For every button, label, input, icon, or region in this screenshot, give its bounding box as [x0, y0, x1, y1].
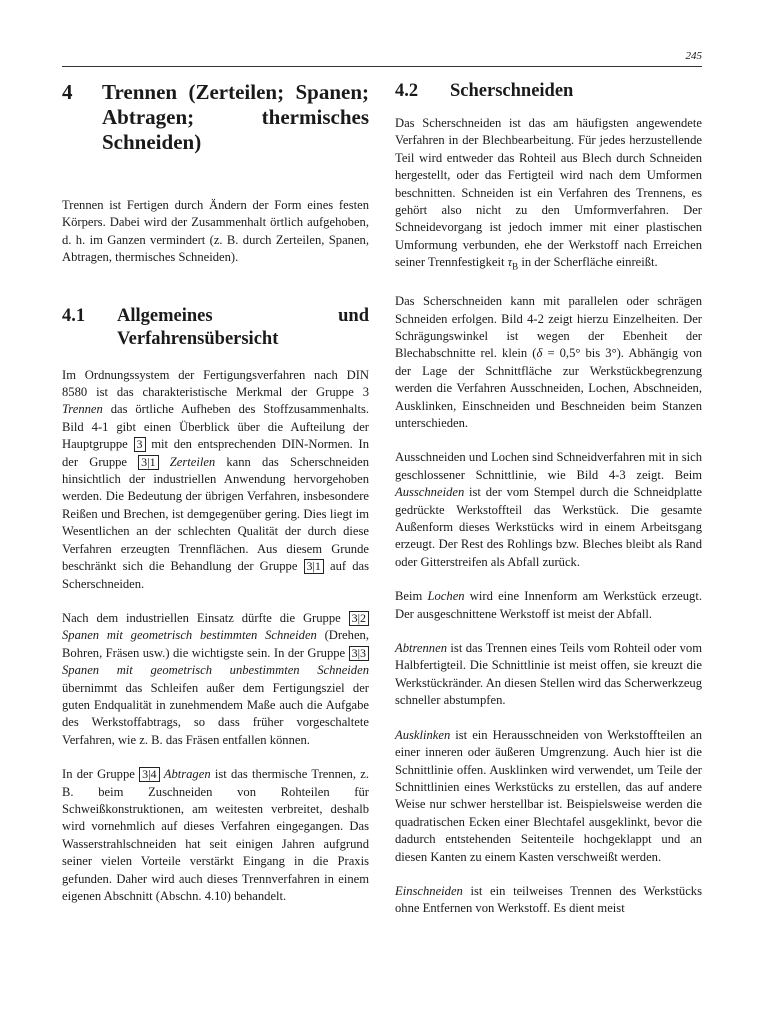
- text-run: mit den entsprechenden DIN-Normen. In der Gruppe: [62, 437, 369, 469]
- emphasis: Spanen mit geometrisch unbestimmten Schneiden: [62, 663, 369, 678]
- section-title: Allgemeines und Verfahrensübersicht: [117, 305, 369, 349]
- emphasis: Zerteilen: [169, 454, 216, 469]
- text-run: das örtliche Aufheben des Stoffzusammenhalts. Bild 4-1 gibt einen Überblick über die Aufteilung der Hauptgruppe: [62, 402, 369, 452]
- paragraph: [395, 883, 702, 918]
- group-code-box: 3|3: [349, 646, 369, 661]
- text-run: Beim: [395, 589, 428, 604]
- group-code-box: 3|1: [304, 559, 324, 574]
- page-number: 245: [685, 50, 702, 62]
- emphasis: Lochen: [427, 589, 465, 604]
- text-run: ist ein Herausschneiden von Werkstoffteilen an einer inneren oder äußeren Umgrenzung. Auch hier ist die Schnittlinie offen. Ausklinken wird verwendet, um Teile der Schnittlinien eines Werkstücks zu erstellen, das auf andere Weise nur schwer herstellbar ist. Beispielsweise werden die quadratischen Ecken einer Blechtafel ausgeklinkt, bevor die dadurch entstehenden Seitenteile hochgeklappt und an diesen Kanten zu einem Kasten verschweißt werden.: [395, 727, 702, 864]
- chapter-intro: Trennen ist Fertigen durch Ändern der Form eines festen Körpers. Dabei wird der Zusammenhalt örtlich aufgehoben, d. h. im Ganzen vermindert (z. B. durch Zerteilen, Spanen, Abtragen, thermisches Schneiden).: [62, 198, 369, 265]
- paragraph: [395, 449, 702, 571]
- text-run: wird eine Innenform am Werkstück erzeugt. Der ausgeschnittene Werkstoff ist meist der Abfall.: [395, 589, 702, 621]
- section-4-2-heading: [395, 80, 702, 103]
- section-number: 4.1: [62, 305, 86, 326]
- group-code-box: 3|1: [138, 455, 158, 470]
- paragraph: [395, 727, 702, 866]
- text-run: In der Gruppe: [62, 767, 140, 782]
- text-run: Ausschneiden und Lochen sind Schneidverfahren mit in sich geschlossener Schnittlinie, wie Bild 4-3 zeigt. Beim: [395, 450, 702, 482]
- chapter-title: Trennen (Zerteilen; Spanen; Abtragen; thermisches Schneiden): [102, 80, 369, 154]
- text-run: (Drehen, Bohren, Fräsen usw.) die wichtigste sein. In der Gruppe: [62, 628, 369, 660]
- emphasis: Ausschneiden: [395, 485, 465, 500]
- paragraph: [62, 367, 369, 593]
- section-4-1-heading: [62, 305, 369, 351]
- paragraph: [395, 293, 702, 432]
- emphasis: Spanen mit geometrisch bestimmten Schneiden: [62, 628, 317, 643]
- right-column: [395, 80, 702, 918]
- text-run: ist ein teilweises Trennen des Werkstücks ohne Entfernen von Werkstoff. Es dient meist: [395, 883, 702, 916]
- paragraph: [62, 610, 369, 749]
- paragraph: [395, 640, 702, 710]
- chapter-heading: [62, 80, 369, 155]
- group-code-box: 3|2: [349, 611, 369, 626]
- section-title: Scherschneiden: [450, 81, 574, 101]
- text-run: kann das Scherschneiden hinsichtlich der industriellen Anwendung hervorgehoben werden. Die Bedeutung der übrigen Verfahren, insbesondere Reißen und Brechen, ist demgegenüber gering. Dies liegt im Wesentlichen an der schlechten Qualität der durch diese Verfahren erzeugten Trennflächen. Aus diesem Grunde beschränkt sich die Behandlung der Gruppe: [62, 454, 369, 574]
- text-run: Nach dem industriellen Einsatz dürfte die Gruppe: [62, 610, 349, 625]
- emphasis: Einschneiden: [395, 883, 463, 898]
- emphasis: Abtragen: [163, 767, 211, 782]
- text-run: auf das Scherschneiden.: [62, 559, 370, 591]
- text-run: Im Ordnungssystem der Fertigungsverfahren nach DIN 8580 ist das charakteristische Merkmal der Gruppe 3: [62, 367, 369, 400]
- header-rule: [62, 66, 702, 67]
- group-code-box: 3: [134, 437, 146, 452]
- emphasis: Ausklinken: [395, 727, 451, 742]
- math-subscript: B: [512, 261, 519, 272]
- chapter-number: 4: [62, 80, 73, 104]
- text-run: ist der vom Stempel durch die Schneidplatte gedrückte Werkstoffteil das Werkstück. Die gesamte Außenform dieses Werkstücks wird in einem Arbeitsgang erzeugt. Der Rest des Rohlings bzw. Bleches bleibt als Rand oder Gitterstreifen als Abfall zurück.: [395, 485, 702, 569]
- text-run: ist das thermische Trennen, z. B. beim Zuschneiden von Rohteilen für Schweißkonstruktionen, am weitesten verbreitet, deshalb wird vornehmlich auf dieses Verfahren eingegangen. Das Wasserstrahlschneiden hat seit einigen Jahren aufgrund seiner vielen Vorteile verstärkt Eingang in die Praxis gefunden. Daher wird auch dieses Trennverfahren in einem eigenen Abschnitt (Abschn. 4.10) behandelt.: [62, 767, 369, 903]
- text-run: ist das Trennen eines Teils vom Rohteil oder vom Halbfertigteil. Die Schnittlinie ist meist offen, sie kreuzt die Werkstückränder. An diesen Stellen wird das Scherwerkzeug schneller abstumpfen.: [395, 641, 702, 708]
- emphasis: Abtrennen: [395, 641, 447, 656]
- left-column: [62, 80, 369, 905]
- math-symbol: τ: [507, 255, 513, 270]
- emphasis: Trennen: [62, 402, 103, 417]
- section-number: 4.2: [395, 81, 419, 101]
- text-run: Das Scherschneiden kann mit parallelen oder schrägen Schneiden erfolgen. Bild 4-2 zeigt hierzu Einzelheiten. Der Schrägungswinkel ist wegen der Ebenheit der Blechabschnitte rel. klein (: [395, 294, 702, 361]
- group-code-box: 3|4: [139, 767, 159, 782]
- text-run: Das Scherschneiden ist das am häufigsten angewendete Verfahren in der Blechbearbeitung. Für jedes herzustellende Teil wird entweder das Rohteil aus Blech durch Schneiden hergestellt, oder das Fertigteil wird nach dem Umformen beschnitten. Schneiden ist ein Verfahren des Trennens, es gehört also nicht zu den Umformverfahren. Der Schneidevorgang ist jedoch immer mit einer plastischen Umformung verbunden, ehe der Werkstoff nach Erreichen seiner Trennfestigkeit: [395, 116, 702, 270]
- text-run: übernimmt das Schleifen außer dem Fertigungsziel der guten Endqualität in zunehmendem Maße auch die Aufgabe des Werkstoffabtrags, so dass früher vorgeschaltete Verfahren, wie z. B. das Fräsen entfallen können.: [62, 680, 369, 747]
- paragraph: [395, 115, 702, 276]
- text-run: in der Scherfläche einreißt.: [518, 255, 658, 270]
- paragraph: [395, 588, 702, 623]
- paragraph: [62, 766, 369, 905]
- text-run: = 0,5° bis 3°). Abhängig von der Lage der Schnittfläche zur Werkstückbegrenzung werden die Verfahren Ausschneiden, Lochen, Abschneiden, Ausklinken, Einschneiden und Beschneiden beim Stanzen unterschieden.: [395, 346, 702, 431]
- math-symbol: δ: [536, 346, 543, 361]
